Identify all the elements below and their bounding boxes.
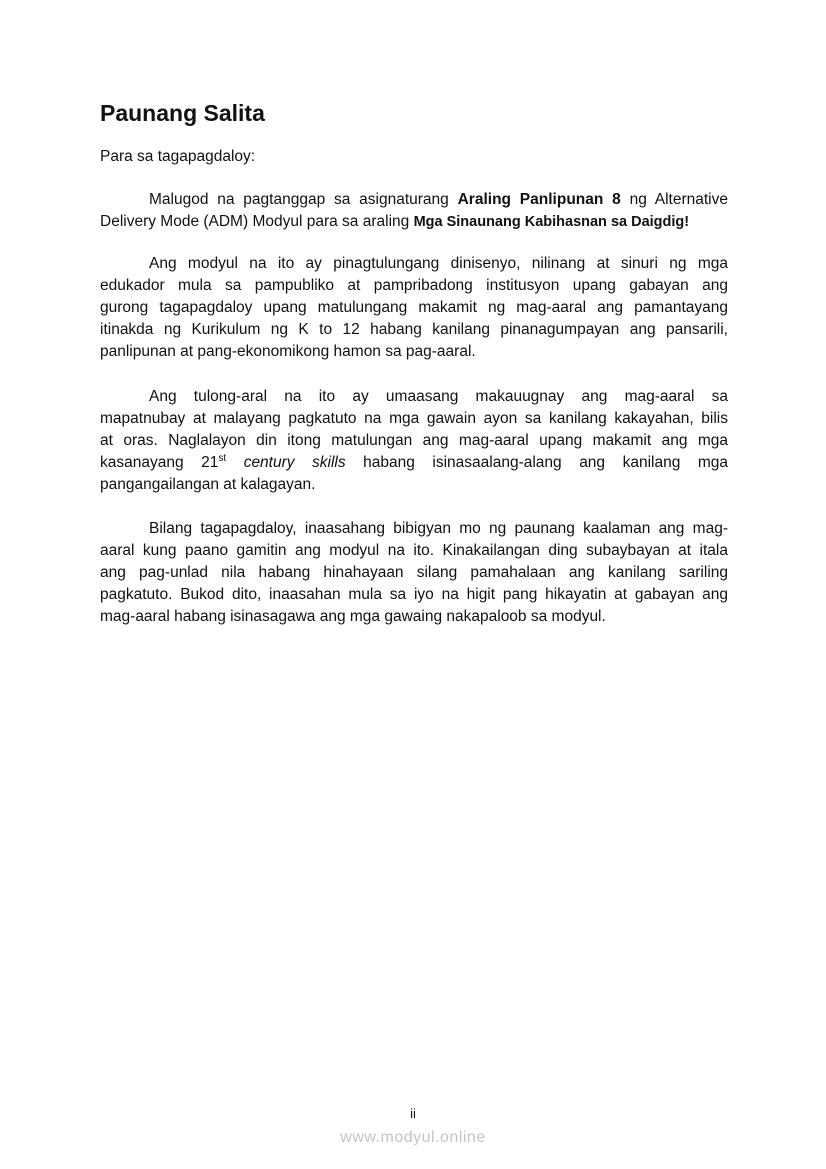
text-line: ang pag-unlad nila habang hinahayaan silang pamahalaan ang kanilang sariling <box>100 564 728 581</box>
paragraph-module-design <box>100 253 728 363</box>
text-line: itinakda ng Kurikulum ng K to 12 habang kanilang pinanagumpayan ang pansarili, <box>100 321 728 338</box>
text-line: panlipunan at pang-ekonomikong hamon sa pag-aaral. <box>100 343 476 360</box>
text-line: mapatnubay at malayang pagkatuto na mga gawain ayon sa kanilang kakayahan, bilis <box>100 410 728 427</box>
text-line: Delivery Mode (ADM) Modyul para sa araling Mga Sinaunang Kabihasnan sa Daigdig! <box>100 213 690 230</box>
text-line: pagkatuto. Bukod dito, inaasahan mula sa iyo na higit pang hikayatin at gabayan ang <box>100 586 728 603</box>
text-line: edukador mula sa pampubliko at pampribadong institusyon upang gabayan ang <box>100 277 728 294</box>
text-line: gurong tagapagdaloy upang matulungang makamit ng mag-aaral ang pamantayang <box>100 299 728 316</box>
text-line: mag-aaral habang isinasagawa ang mga gawaing nakapaloob sa modyul. <box>100 608 606 625</box>
salutation: Para sa tagapagdaloy: <box>100 148 256 165</box>
text-line: Malugod na pagtanggap sa asignaturang Araling Panlipunan 8 ng Alternative <box>149 191 728 208</box>
page-number: ii <box>410 1106 416 1121</box>
footer <box>0 1128 826 1148</box>
text-line: kasanayang 21st century skills habang isinasaalang-alang ang kanilang mga <box>100 452 728 471</box>
text-line: Bilang tagapagdaloy, inaasahang bibigyan mo ng paunang kaalaman ang mag- <box>149 520 728 537</box>
watermark: www.modyul.online <box>340 1129 486 1146</box>
paragraph-welcome <box>100 189 728 233</box>
text-line: pangangailangan at kalagayan. <box>100 476 316 493</box>
paragraph-facilitator <box>100 518 728 628</box>
page-title: Paunang Salita <box>100 100 265 126</box>
text-line: at oras. Naglalayon din itong matulungan ang mag-aaral upang makamit ang mga <box>100 432 728 449</box>
text-line: Ang tulong-aral na ito ay umaasang makauugnay ang mag-aaral sa <box>149 388 728 405</box>
paragraph-learning-aid <box>100 386 728 496</box>
text-line: Ang modyul na ito ay pinagtulungang dinisenyo, nilinang at sinuri ng mga <box>149 255 728 272</box>
text-line: aaral kung paano gamitin ang modyul na ito. Kinakailangan ding subaybayan at itala <box>100 542 728 559</box>
